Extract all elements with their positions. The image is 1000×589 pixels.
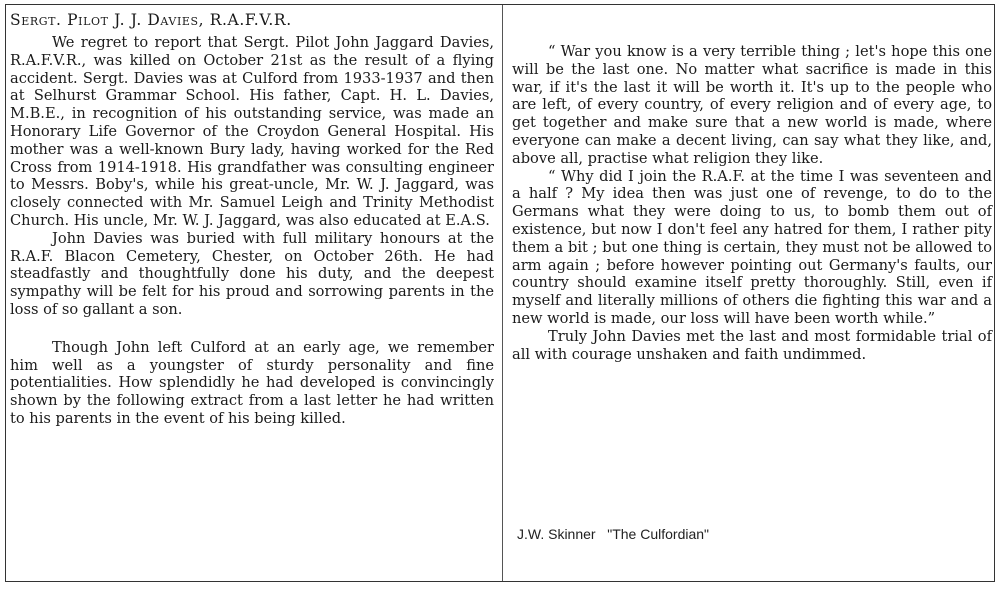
paragraph-obituary-intro: We regret to report that Sergt. Pilot John Jaggard Davies, R.A.F.V.R., was killed on October 21st as the result of a flying accident. Sergt. Davies was at Culford from 1933-1937 and then at Selhurst Grammar School. His father, Capt. H. L. Davies, M.B.E., in recognition of his outstanding service, was made an Honorary Life Governor of the Croydon General Hospital. His mother was a well-known Bury lady, having worked for the Red Cross from 1914-1918. His grandfather was consulting engineer to Messrs. Boby's, while his great-uncle, Mr. W. J. Jaggard, was closely connected with Mr. Samuel Leigh and Trinity Methodist Church. His uncle, Mr. W. J. Jaggard, was also educated at E.A.S. [10,34,494,229]
paragraph-closing: Truly John Davies met the last and most formidable trial of all with courage unshaken and faith undimmed. [512,327,992,363]
column-divider [502,5,503,581]
clipping-frame [5,4,995,582]
article-title [10,11,494,30]
paragraph-remembrance: Though John left Culford at an early age, we remember him well as a youngster of sturdy personality and fine potentialities. How splendidly he had developed is convincingly shown by the following extract from a last letter he had written to his parents in the event of his being killed. [10,338,494,427]
paragraph-letter-quote-2: “ Why did I join the R.A.F. at the time I was seventeen and a half ? My idea then was just one of revenge, to do to the Germans what they were doing to us, to bomb them out of existence, but now I don't feel any hatred for them, I rather pity them a bit ; but one thing is certain, they must not be allowed to arm again ; before however pointing out Germany's faults, our country should examine itself pretty thoroughly. Still, even if myself and literally millions of others die fighting this war and a new world is made, our loss will have been worth while.” [512,167,992,327]
paragraph-letter-quote-1: “ War you know is a very terrible thing ; let's hope this one will be the last one. No matter what sacrifice is made in this war, if it's the last it will be worth it. It's up to the people who are left, of every country, of every religion and of every age, to get together and make sure that a new world is made, where everyone can make a decent living, can say what they like, and, above all, practise what religion they like. [512,43,992,167]
source-credit: J.W. Skinner "The Culfordian" [517,526,710,542]
right-column [512,43,992,363]
article-title-text: Sergt. Pilot J. J. Davies, R.A.F.V.R. [10,11,292,29]
paragraph-burial: John Davies was buried with full military honours at the R.A.F. Blacon Cemetery, Chester, on October 26th. He had steadfastly and thoughtfully done his duty, and the deepest sympathy will be felt for his proud and sorrowing parents in the loss of so gallant a son. [10,229,494,318]
left-column [10,11,494,428]
